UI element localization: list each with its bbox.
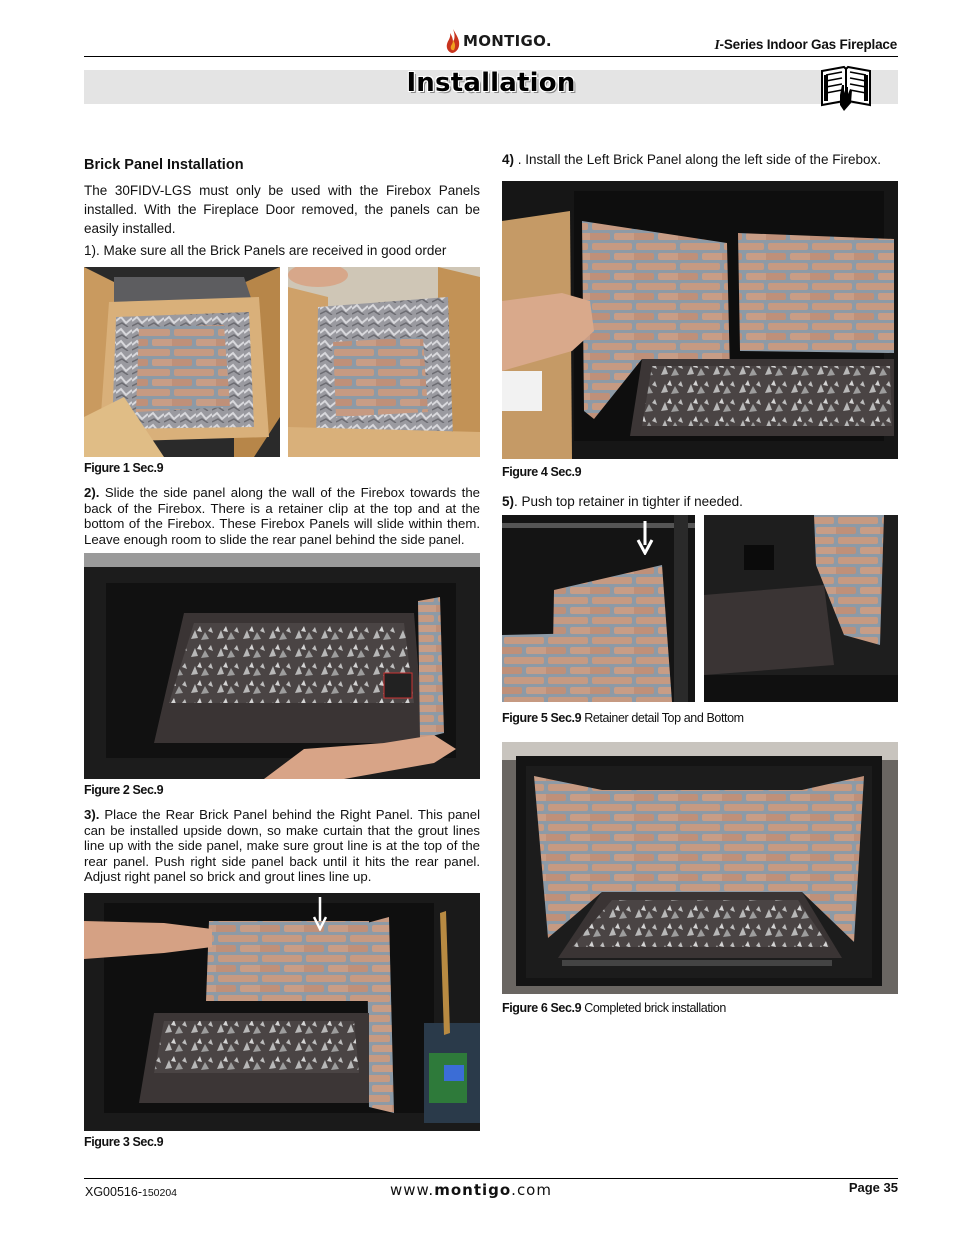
footer-rule — [84, 1178, 898, 1179]
document-title: I-Series Indoor Gas Fireplace — [714, 37, 897, 52]
figure-1-caption: Figure 1 Sec.9 — [84, 461, 164, 475]
figure-6-photo — [502, 742, 898, 994]
figure-1-photo-right — [288, 267, 480, 457]
figure-5-caption: Figure 5 Sec.9 Retainer detail Top and Bottom — [502, 711, 744, 725]
intro-paragraph: The 30FIDV-LGS must only be used with the Firebox Panels installed. With the Fireplace Door removed, the panels can be easily installed. — [84, 183, 480, 236]
figure-3-photo — [84, 893, 480, 1131]
brand-name: MONTIGO. — [463, 32, 552, 50]
step-2-text: 2). Slide the side panel along the wall of the Firebox towards the back of the Firebox. There is a retainer clip at the top and at the bottom of the Firebox. These Firebox Panels will slide within them. Leave enough room to slide the rear panel behind the side panel. — [84, 485, 480, 547]
step-1-text: 1). Make sure all the Brick Panels are received in good order — [84, 243, 447, 258]
flame-icon — [445, 28, 461, 54]
step-4-text: 4) . Install the Left Brick Panel along the left side of the Firebox. — [502, 152, 881, 167]
figure-2-photo — [84, 553, 480, 779]
website-link[interactable]: www.montigo.com — [390, 1181, 552, 1199]
figure-2-caption: Figure 2 Sec.9 — [84, 783, 164, 797]
step-5-text: 5). Push top retainer in tighter if needed. — [502, 494, 743, 509]
figure-4-caption: Figure 4 Sec.9 — [502, 465, 582, 479]
brand-logo — [445, 26, 552, 56]
figure-1-photo-left — [84, 267, 280, 457]
section-title: Installation — [406, 68, 576, 98]
page-number: Page 35 — [848, 1180, 898, 1195]
figure-6-caption: Figure 6 Sec.9 Completed brick installation — [502, 1001, 726, 1015]
section-heading: Brick Panel Installation — [84, 157, 244, 173]
figure-5-photo-bottom — [704, 515, 898, 702]
figure-5-photo-top — [502, 515, 695, 702]
header-rule — [84, 56, 898, 57]
document-number: XG00516-150204 — [85, 1185, 178, 1199]
step-3-text: 3). Place the Rear Brick Panel behind the Right Panel. This panel can be installed upside down, so make curtain that the grout lines line up with the side panel, make sure grout line is at the top of the rear panel. Push right side panel back until it hits the rear panel. Adjust right panel so brick and grout lines line up. — [84, 807, 480, 884]
manual-book-icon — [820, 65, 872, 113]
figure-4-photo — [502, 181, 898, 459]
arrow-down-icon — [313, 897, 327, 931]
figure-3-caption: Figure 3 Sec.9 — [84, 1135, 164, 1149]
arrow-down-icon — [636, 521, 654, 555]
